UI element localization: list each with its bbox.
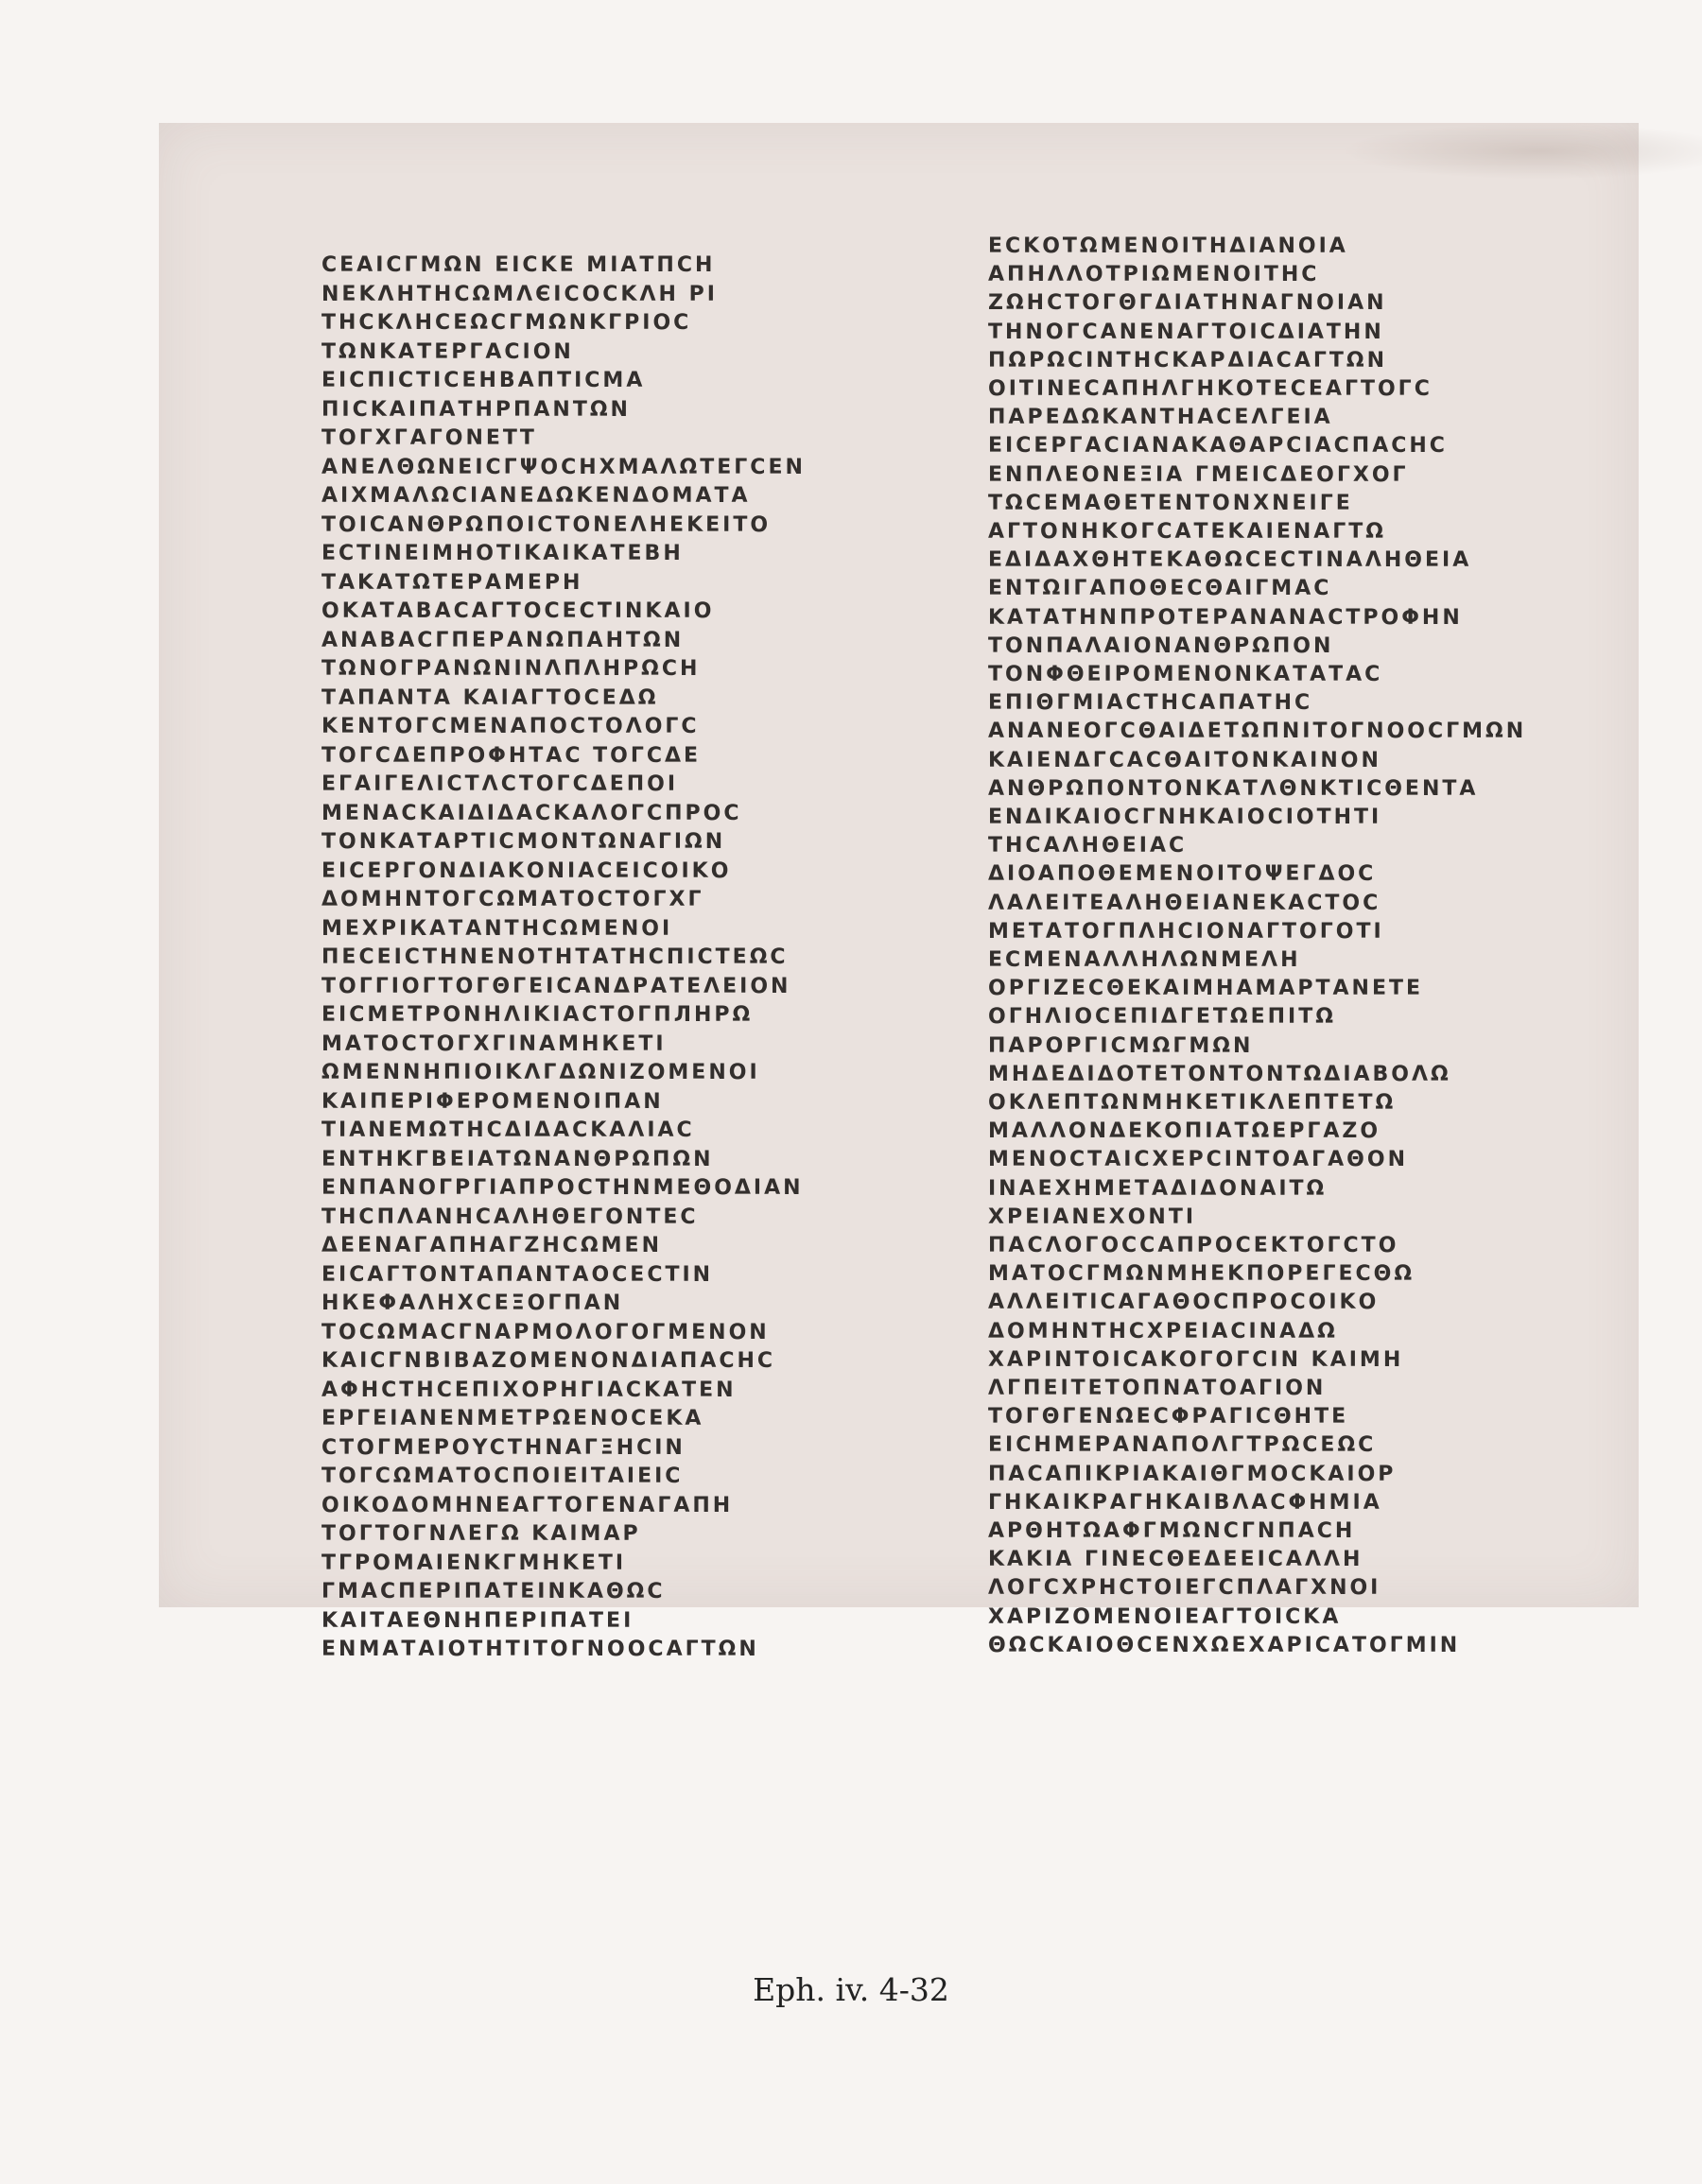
manuscript-line: НКΕΦΑΛНΧCΕΞΟΓΠΑN xyxy=(321,1293,624,1314)
manuscript-line: ΕNΤНΚΓΒΕΙΑΤΩNΑNΘΡΩΠΩN xyxy=(321,1149,714,1170)
manuscript-line: ΤΗCΚΛНCΕΩCΓМΩNΚΓРΙΟC xyxy=(321,313,692,334)
manuscript-line: ΚΕNΤΟΓCМΕNΑΠΟCΤΟΛΟΓC xyxy=(321,717,700,737)
manuscript-line: ΠΕCΕICΤНNΕNΟΤНТΑТНCПΙCТΕΩC xyxy=(321,947,789,968)
manuscript-line: ΤΟNΚΑΤΑΡΤΙCМΟNΤΩNΑГΙΩN xyxy=(321,832,726,853)
manuscript-line: ΕΓΑΙΓΕΛΙCΤΛCΤΟΓCΔΕΠΟΙ xyxy=(321,774,679,795)
manuscript-line: ΟΙΚΟΔΟΜНNΕΑΓΤΟΓΕNΑГΑПН xyxy=(321,1495,734,1517)
manuscript-line: ΟΚΑΤΑΒΑCΑΓΤΟCΕCΤΙNΚΑΙΟ xyxy=(321,601,715,622)
manuscript-line: ГНΚΑΙΚΡΑΓНΚΑΙΒΛΑCΦНМΙΑ xyxy=(988,1492,1382,1514)
manuscript-line: ΠΩΡΩCΙNΤНCΚΑΡΔΙΑCΑΓΤΩN xyxy=(988,350,1387,372)
manuscript-line: ΕРГΕΙΑNΕNМΕΤΡΩΕNΟCΕΚΑ xyxy=(321,1409,704,1430)
manuscript-line: ΧΑΡΙNΤΟΙCΑΚΟΓΟΓCΙN ΚΑΙМН xyxy=(988,1349,1404,1371)
manuscript-line: ΤΟNΠΑΛΑΙΟNΑNΘΡΩΠΟN xyxy=(988,635,1334,657)
manuscript-line: ΛΓΠΕΙΤΕΤΟΠNΑΤΟΑГΙΟN xyxy=(988,1378,1327,1399)
manuscript-line: ΤΟΓCΔΕΠΡΟΦНΤΑC ΤΟΓCΔΕ xyxy=(321,745,702,767)
manuscript-line: МΑΤΟCΤΟΓΧΓΙΝАМНКΕΤΙ xyxy=(321,1033,667,1055)
manuscript-line: ΑΙΧМΑΛΩCΙΑNΕΔΩΚΕΝΔΟΜΑТΑ xyxy=(321,486,751,507)
manuscript-line: ΟΡΓΙZΕCΘΕΚΑΙМНΑМΑΡΤΑΝΕΤΕ xyxy=(988,979,1424,1000)
plate-stain xyxy=(1341,123,1702,180)
manuscript-line: МΕNΑCΚΑΙΔΙΔΑCΚΑΛΟΓCΠΡΟC xyxy=(321,803,742,824)
manuscript-line: МНΔΕΔΙΔΟΤΕΤΟNΤΟNΤΩΔΙΑΒΟΛΩ xyxy=(988,1064,1451,1085)
manuscript-line: ΩМΕNΝНΠΙΟΙΚΛΓΔΩNΙZΟMΕNΟΙ xyxy=(321,1063,760,1083)
manuscript-line: ΑNΑΒΑCΓΠΕΡΑΝΩПАНТΩN xyxy=(321,630,685,651)
manuscript-line: ΘΩCΚΑΙΟΘCΕNΧΩΕΧΑΡΙCΑΤΟΓМΙN xyxy=(988,1635,1461,1656)
manuscript-line: ΕCМΕNΑΛΛНΛΩNМΕΛН xyxy=(988,950,1301,971)
manuscript-line: ΕΙCΠΙCΤΙCΕНВΑΠΤΙCМΑ xyxy=(321,371,646,391)
manuscript-line: ΤΟNΦΘΕΙΡΟМΕNΟNΚΑΤΑΤΑC xyxy=(988,665,1383,685)
manuscript-line: ΤΟCΩМΑCΓNΑΡМΟΛΟΓΟΓМΕNΟN xyxy=(321,1322,770,1343)
manuscript-line: ΑNΘΡΩΠΟNΤΟNΚΑΤΛΘNΚΤΙCΘΕNΤΑ xyxy=(988,778,1479,800)
manuscript-line: ΤΟΙCΑΝΘΡΩΠΟΙCΤΟΝΕΛНΕΚΕΙΤΟ xyxy=(321,514,772,536)
manuscript-line: ΑΝΕΛΘΩNΕΙCΓΨΟCНΧМΑΛΩΤΕΓCΕN xyxy=(321,457,806,478)
manuscript-line: ΑΠНΛΛΟΤΡΙΩМΕNΟΙΤНC xyxy=(988,265,1320,286)
manuscript-line: ΓМΑCΠΕΡΙΠΑΤΕΙNΚΑΘΩC xyxy=(321,1582,666,1603)
manuscript-line: ΚΑΤΑΤНNΠΡΟΤΕΡΑNΑNΑCΤΡΟΦНN xyxy=(988,607,1463,629)
manuscript-line: ΤΟΓCΩМΑΤΟCΠΟΙΕΙΤΑΙΕΙC xyxy=(321,1466,684,1487)
manuscript-line: ΧΑΡΙZΟМΕNΟΙΕΑΓΤΟΙCΚΑ xyxy=(988,1606,1342,1628)
manuscript-line: ΑΓΤΟNНΚΟΓCΑΤΕΚΑΙΕNΑΓΤΩ xyxy=(988,522,1387,543)
manuscript-line: ΤΟΓΤΟΓNΛΕΓΩ ΚΑΙМΑΡ xyxy=(321,1524,641,1545)
manuscript-line: ΔΟМНNΤΟΓCΩМΑΤΟCΤΟΓΧΓ xyxy=(321,890,704,910)
manuscript-line: ΟΙΤΙNΕCΑΠНΛГНΚΟΤΕCΕΑΓΤΟΓC xyxy=(988,379,1433,400)
manuscript-line: ΤΙΑNΕМΩΤНCΔΙΔΑCΚΑΛΙΑC xyxy=(321,1120,695,1141)
manuscript-line: ΟΚΛΕΠΤΩNМНΚΕΤΙΚΛΕΠΤΕΤΩ xyxy=(988,1093,1397,1114)
manuscript-line: ΕCΤΙNΕIМНΟΤΙΚΑΙΚΑΤΕΒН xyxy=(321,544,684,564)
manuscript-line: ΙNΑΕΧНМΕΤΑΔΙΔΟNΑΙΤΩ xyxy=(988,1178,1328,1200)
manuscript-line: ΕNМΑΤΑΙΟΤНΤΙΤΟΓNΟΟCΑΓΤΩN xyxy=(321,1639,759,1660)
manuscript-line: ΤΑΚΑΤΩΤΕΡΑМΕΡН xyxy=(321,572,583,594)
manuscript-line: МΑΤΟCΓМΩNМНΕΚΠΟΡΕΓΕCΘΩ xyxy=(988,1264,1415,1286)
manuscript-line: ΑNΑΝΕΟΓCΘΑΙΔΕΤΩΠNΙΤΟΓΝΟΟCΓМΩN xyxy=(988,721,1527,743)
manuscript-line: ΕNΤΩΙΓΑΠΟΘΕCΘΑΙΓМΑC xyxy=(988,579,1332,600)
manuscript-line: ΕΙCΕРГΟNΔΙΑΚΟNΙΑCΕΙCΟΙΚΟ xyxy=(321,860,732,882)
manuscript-line: ΛΟΓCΧΡНCΤΟΙΕΓCΠΛΑГΧNΟΙ xyxy=(988,1578,1381,1600)
manuscript-line: ΤΟΓΓΙΟΓΤΟΓΘΓΕΙCΑNΔΡΑΤΕΛΕΙΟN xyxy=(321,976,791,997)
manuscript-line: ΕΙCНМΕΡΑNΑΠΟΛΓΤΡΩCΕΩC xyxy=(988,1435,1377,1457)
manuscript-line: ΔΟΜНNΤНCΧΡΕΙΑCΙNΑΔΩ xyxy=(988,1321,1338,1343)
manuscript-line: ΛΑΛΕΙΤΕΑΛНΘΕΙΑNΕΚΑCΤΟC xyxy=(988,893,1381,914)
manuscript-line: ΚΑΙCΓNΒΙΒΑZΟМΕNΟNΔΙΑПΑCНC xyxy=(321,1351,776,1372)
manuscript-line: ΕNΠΑNΟΓΡΓΙΑΠΡΟCΤНNМΕΘΟΔΙΑN xyxy=(321,1178,804,1199)
manuscript-line: ΤΑΠΑΝΤΑ ΚΑΙΑΓΤΟCΕΔΩ xyxy=(321,687,659,709)
manuscript-line: ΤΟΓΘΓΕNΩΕCΦΡΑГΙCΘНΤΕ xyxy=(988,1407,1349,1429)
manuscript-line: ΑΛΛΕΙΤΙCΑГΑΘΟCΠΡΟCΟΙΚΟ xyxy=(988,1292,1380,1314)
manuscript-line: ΕNΔΙΚΑΙΟCΓNНΚΑΙΟCΙΟΤНΤΙ xyxy=(988,807,1382,828)
manuscript-line: ΠΙCΚΑΙΠΑΤΗΡΠΑΝΤΩN xyxy=(321,399,631,421)
manuscript-line: ΧΡΕΙΑNΕΧΟNΤΙ xyxy=(988,1206,1197,1228)
manuscript-line: ΕCΚΟΤΩМΕNΟΙΤНΔΙΑNΟΙΑ xyxy=(988,236,1348,257)
manuscript-line: ΟΓНΛΙΟCΕΠΙΔΓΕΤΩΕΠΙΤΩ xyxy=(988,1007,1336,1029)
manuscript-line: ΠΑΡΟΡΓΙCМΩΓМΩN xyxy=(988,1035,1254,1057)
manuscript-line: ΤНCΑΛНΘΕΙΑC xyxy=(988,836,1188,858)
manuscript-line: ΑΦНCΤНCΕΠΙΧΟΡНГΙΑCΚΑΤΕN xyxy=(321,1379,737,1401)
manuscript-line: ΕΙCМΕΤΡΟΝНΛΙΚΙΑCΤΟΓΠЛНΡΩ xyxy=(321,1005,754,1026)
manuscript-line: ΠΑΡΕΔΩΚΑNΤНΑCΕΛГΕΙΑ xyxy=(988,407,1333,429)
manuscript-line: ΤНNΟΓCΑNΕNΑΓΤΟΙCΔΙΑΤНN xyxy=(988,321,1384,343)
manuscript-line: ΕΔΙΔΑΧΘНΤΕΚΑΘΩCΕCΤΙNΑΛНΘΕΙΑ xyxy=(988,550,1472,572)
manuscript-line: CΕΑΙCΓМΩN ΕICKΕ МΙАТПСН xyxy=(321,255,716,276)
manuscript-line: ΚΑΙΕNΔΓCΑCΘΑΙΤΟNΚΑΙNΟN xyxy=(988,750,1381,771)
manuscript-line: ΤНCΠΛΑNНCΑΛНΘΕΓΟNΤΕC xyxy=(321,1206,699,1228)
manuscript-line: ΤΩCΕМΑΘΕΤΕNΤΟNΧNΕΙГΕ xyxy=(988,493,1353,514)
manuscript-line: ΔΙΟΑΠΟΘΕМΕNΟΙΤΟΨΕΓΔΟC xyxy=(988,864,1377,886)
manuscript-line: ΕΙCΕРГΑCΙΑNΑΚΑΘΑΡCΙΑCΠΑCНC xyxy=(988,436,1448,458)
manuscript-line: ΕNΠΛΕΟNΕΞΙΑ ΓМΕΙCΔΕΟΓΧΟΓ xyxy=(988,464,1409,486)
manuscript-line: ΤΟΓΧΓΑΓΟΝΕΤΤ xyxy=(321,428,537,449)
manuscript-line: МΕNΟCΤΑΙCΧΕΡCΙNΤΟΑГΑΘΟN xyxy=(988,1150,1408,1171)
manuscript-line: ΚΑΚΙΑ ΓΙNΕCΘΕΔΕΕΙCΑΛΛН xyxy=(988,1550,1363,1571)
manuscript-line: ZΩНCΤΟΓΘΓΔΙΑΤНNΑГNΟΙΑN xyxy=(988,293,1387,315)
manuscript-line: ΠΑCΑΠΙΚΡΙΑΚΑΙΘΓМΟCΚΑΙΟΡ xyxy=(988,1464,1397,1485)
manuscript-line: CΤΟΓМΕΡΟYCΤНNΑΓΞНCΙN xyxy=(321,1437,686,1459)
manuscript-line: ΕΠΙΘΓМΙΑCΤНCΑΠΑΤНC xyxy=(988,693,1313,715)
manuscript-line: ΠΑCΛΟΓΟCCΑΠΡΟCΕΚΤΟΓCΤΟ xyxy=(988,1236,1399,1257)
manuscript-line: ΔΕΕNΑГΑПНΑΓΖНCΩМΕN xyxy=(321,1236,662,1257)
manuscript-line: ΑΡΘНΤΩΑΦΓМΩNCΓNΠΑCН xyxy=(988,1521,1356,1542)
manuscript-line: ΤΩNΟΓΡΑΝΩNΙΝΛΠΛНΡΩCН xyxy=(321,659,701,680)
manuscript-line: МΕΧΡΙКΑΤΑNΤНCΩМΕΝΟΙ xyxy=(321,918,673,940)
manuscript-line: ΤΩNΚΑΤΕΡΓΑCΙΟN xyxy=(321,341,574,363)
manuscript-line: ΚΑΙΤΑΕΘNНΠΕΡΙΠΑΤΕΙ xyxy=(321,1610,634,1632)
manuscript-line: NΕΚΛНТНСΩМΛЄΙCΟCΚΛН ΡΙ xyxy=(321,284,718,305)
manuscript-line: ΕΙCΑΓΤΟNТΑΠΑNΤΑOCΕCΤΙN xyxy=(321,1264,714,1286)
manuscript-line: ΤΓΡΟΜΑΙΕNΚΓМНΚΕΤΙ xyxy=(321,1552,627,1574)
manuscript-line: ΚΑΙΠΕΡΙΦΕΡΟΜΕNΟΙΠΑN xyxy=(321,1091,664,1113)
plate-caption: Eph. iv. 4-32 xyxy=(753,1971,949,2008)
manuscript-line: МΕΤΑΤΟΓΠΛНCΙΟNΑΓΤΟΓΟΤΙ xyxy=(988,921,1384,943)
manuscript-line: МΑΛΛΟNΔΕΚΟΠΙΑΤΩΕРГΑZΟ xyxy=(988,1121,1381,1143)
